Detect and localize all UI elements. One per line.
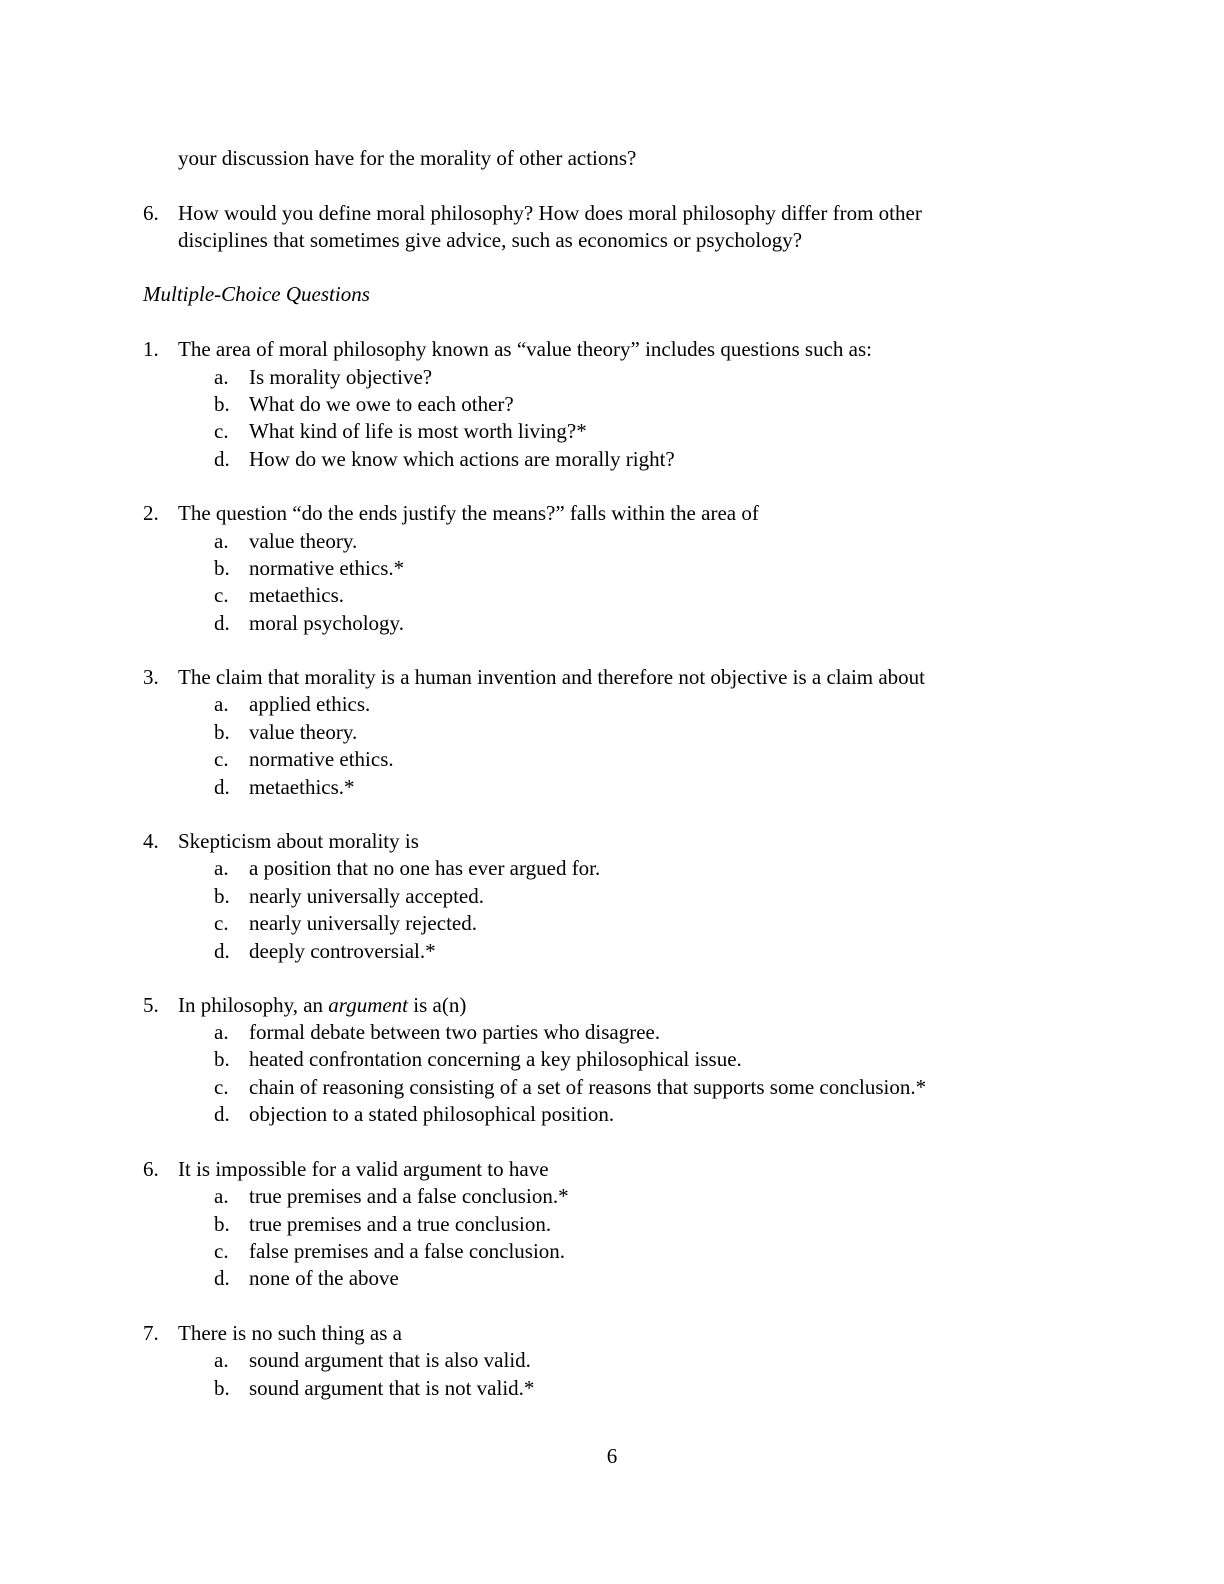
option-letter: d. <box>214 611 230 635</box>
option-letter: d. <box>214 1266 230 1290</box>
option-text: Is morality objective? <box>249 365 433 389</box>
option-text: sound argument that is not valid.* <box>249 1376 535 1400</box>
question-number: 7. <box>143 1321 159 1345</box>
question-stem: The area of moral philosophy known as “value theory” includes questions such as: <box>178 337 872 361</box>
question-stem: The claim that morality is a human invention and therefore not objective is a claim about <box>178 665 926 689</box>
option-letter: d. <box>214 939 230 963</box>
option-text: How do we know which actions are morally right? <box>249 447 675 471</box>
option-letter: b. <box>214 1212 230 1236</box>
option-text: objection to a stated philosophical position. <box>249 1102 615 1126</box>
option-text: a position that no one has ever argued for. <box>249 856 601 880</box>
question-stem: Skepticism about morality is <box>178 829 419 853</box>
section-heading: Multiple-Choice Questions <box>143 282 370 306</box>
question-stem: The question “do the ends justify the means?” falls within the area of <box>178 501 759 525</box>
option-text: chain of reasoning consisting of a set of reasons that supports some conclusion.* <box>249 1075 927 1099</box>
option-letter: c. <box>214 911 229 935</box>
option-text: metaethics. <box>249 583 345 607</box>
question-number: 4. <box>143 829 159 853</box>
continuation-text: your discussion have for the morality of other actions? <box>178 146 637 170</box>
option-text: sound argument that is also valid. <box>249 1348 531 1372</box>
option-letter: a. <box>214 692 229 716</box>
option-letter: d. <box>214 775 230 799</box>
option-letter: b. <box>214 556 230 580</box>
question-number: 5. <box>143 993 159 1017</box>
option-text: What do we owe to each other? <box>249 392 514 416</box>
option-letter: b. <box>214 1376 230 1400</box>
option-letter: a. <box>214 365 229 389</box>
option-letter: c. <box>214 1239 229 1263</box>
option-letter: b. <box>214 720 230 744</box>
essay-question-line: How would you define moral philosophy? How does moral philosophy differ from other <box>178 201 922 225</box>
question-stem: There is no such thing as a <box>178 1321 402 1345</box>
option-letter: a. <box>214 856 229 880</box>
option-text: formal debate between two parties who disagree. <box>249 1020 661 1044</box>
option-letter: a. <box>214 1020 229 1044</box>
option-letter: a. <box>214 1184 229 1208</box>
option-text: true premises and a false conclusion.* <box>249 1184 569 1208</box>
question-stem-text: In philosophy, an <box>178 993 329 1017</box>
option-text: value theory. <box>249 529 358 553</box>
question-stem-text: is a(n) <box>408 993 467 1017</box>
option-letter: b. <box>214 1047 230 1071</box>
question-number: 2. <box>143 501 159 525</box>
option-text: moral psychology. <box>249 611 404 635</box>
option-text: deeply controversial.* <box>249 939 436 963</box>
option-text: metaethics.* <box>249 775 355 799</box>
option-letter: d. <box>214 1102 230 1126</box>
question-stem: It is impossible for a valid argument to have <box>178 1157 549 1181</box>
option-text: normative ethics.* <box>249 556 405 580</box>
page-number: 6 <box>606 1444 618 1468</box>
option-letter: c. <box>214 583 229 607</box>
option-text: value theory. <box>249 720 358 744</box>
question-number: 3. <box>143 665 159 689</box>
option-text: none of the above <box>249 1266 399 1290</box>
option-text: normative ethics. <box>249 747 394 771</box>
option-letter: c. <box>214 747 229 771</box>
option-letter: c. <box>214 419 229 443</box>
option-letter: a. <box>214 1348 229 1372</box>
option-letter: c. <box>214 1075 229 1099</box>
question-number: 1. <box>143 337 159 361</box>
option-text: true premises and a true conclusion. <box>249 1212 552 1236</box>
essay-question-number: 6. <box>143 201 159 225</box>
option-text: nearly universally accepted. <box>249 884 484 908</box>
option-letter: b. <box>214 884 230 908</box>
question-number: 6. <box>143 1157 159 1181</box>
question-stem <box>178 995 466 1016</box>
question-stem-term: argument <box>328 993 409 1017</box>
option-text: applied ethics. <box>249 692 371 716</box>
essay-question-line: disciplines that sometimes give advice, such as economics or psychology? <box>178 228 803 252</box>
option-letter: b. <box>214 392 230 416</box>
option-text: nearly universally rejected. <box>249 911 477 935</box>
option-letter: d. <box>214 447 230 471</box>
option-letter: a. <box>214 529 229 553</box>
option-text: What kind of life is most worth living?* <box>249 419 587 443</box>
option-text: heated confrontation concerning a key philosophical issue. <box>249 1047 742 1071</box>
option-text: false premises and a false conclusion. <box>249 1239 566 1263</box>
